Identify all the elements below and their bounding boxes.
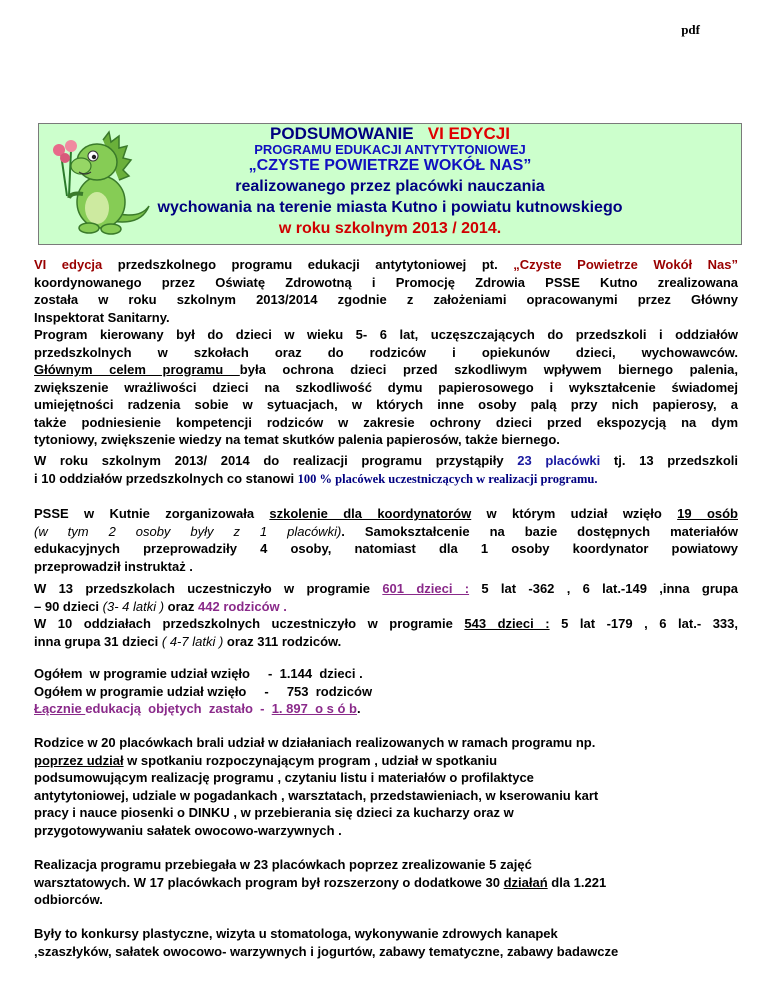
paragraph-2: Program kierowany był do dzieci w wieku 5- 6 lat, uczęszczających do przedszkoli i oddziałów przedszkolnych w szkołach oraz do rodziców i opiekunów dzieci, wychowawców. Głównym celem programu była ochrona dzieci przed szkodliwym wpływem biernego palenia, zwiększenie wrażliwości dzieci na szkodliwość dymu papierosowego i wykształcenie świadomej umiejętności radzenia sobie w sytuacjach, w których inne osoby palą przy nich papierosy, a także podniesienie kompetencji rodziców w zakresie ochrony dzieci przed ekspozycją na dym tytoniowy, zwiększenie wiedzy na temat skutków palenia papierosów, także biernego. [34,327,738,447]
paragraph-4: PSSE w Kutnie zorganizowała szkolenie dla koordynatorów w którym udział wzięło 19 osób (w tym 2 osoby były z 1 placówki). Samokształcenie na bazie dostępnych materiałów edukacyjnych przeprowadziły 4 osoby, natomiast dla 1 osoby koordynator powiatowy przeprowadził instruktaż . [34,506,738,574]
paragraph-8: Realizacja programu przebiegała w 23 placówkach poprzez zrealizowanie 5 zajęć warsztatowych. W 17 placówkach program był rozszerzony o dodatkowe 30 działań dla 1.221 odbiorców. [34,857,607,907]
header-line-5: wychowania na terenie miasta Kutno i powiatu kutnowskiego [157,199,623,216]
header-program: PROGRAMU EDUKACJI ANTYTYTONIOWEJ [254,142,526,157]
paragraph-7: Rodzice w 20 placówkach brali udział w działaniach realizowanych w ramach programu np. poprzez udział w spotkaniu rozpoczynającym program , udział w spotkaniu podsumowującym realizację programu , czytaniu listu i materiałów o profilaktyce antytytoniowej, udziale w pogadankach , warsztatach, przedstawieniach, w kserowaniu kart pracy i nauce piosenki o DINKU , w przebierania się dzieci za kucharzy oraz w przygotowywaniu sałatek owocowo-warzywnych . [34,735,599,838]
header-box [38,123,742,245]
header-program-name: „CZYSTE POWIETRZE WOKÓŁ NAS” [248,157,532,174]
header-title: PODSUMOWANIE VI EDYCJI [270,124,510,143]
header-school-year: w roku szkolnym 2013 / 2014. [278,220,502,237]
pdf-label: pdf [681,22,700,37]
paragraph-9: Były to konkursy plastyczne, wizyta u stomatologa, wykonywanie zdrowych kanapek ,szaszłyków, sałatek owocowo- warzywnych i jogurtów, zabawy tematyczne, zabawy badawcze [34,926,619,959]
paragraph-5: W 13 przedszkolach uczestniczyło w programie 601 dzieci : 5 lat -362 , 6 lat.-149 ,inna grupa – 90 dzieci (3- 4 latki ) oraz 442 rodziców . W 10 oddziałach przedszkolnych uczestniczyło w programie 543 dzieci : 5 lat -179 , 6 lat.- 333, inna grupa 31 dzieci ( 4-7 latki ) oraz 311 rodziców. [34,581,738,649]
paragraph-6-summary: Ogółem w programie udział wzięło - 1.144 dzieci . Ogółem w programie udział wzięło - 753 rodziców Łącznie edukacją objętych zastało - 1. 897 o s ó b. [34,666,373,716]
paragraph-3: W roku szkolnym 2013/ 2014 do realizacji programu przystąpiły 23 placówki tj. 13 przedszkoli i 10 oddziałów przedszkolnych co stanowi 100 % placówek uczestniczących w realizacji programu. [34,453,738,486]
header-line-4: realizowanego przez placówki nauczania [235,178,545,195]
paragraph-1: VI edycja przedszkolnego programu edukacji antytytoniowej pt. „Czyste Powietrze Wokół Nas” koordynowanego przez Oświatę Zdrowotną i Promocję Zdrowia PSSE Kutno zrealizowana została w roku szkolnym 2013/2014 zgodnie z założeniami opracowanymi przez Główny Inspektorat Sanitarny. [34,257,738,325]
